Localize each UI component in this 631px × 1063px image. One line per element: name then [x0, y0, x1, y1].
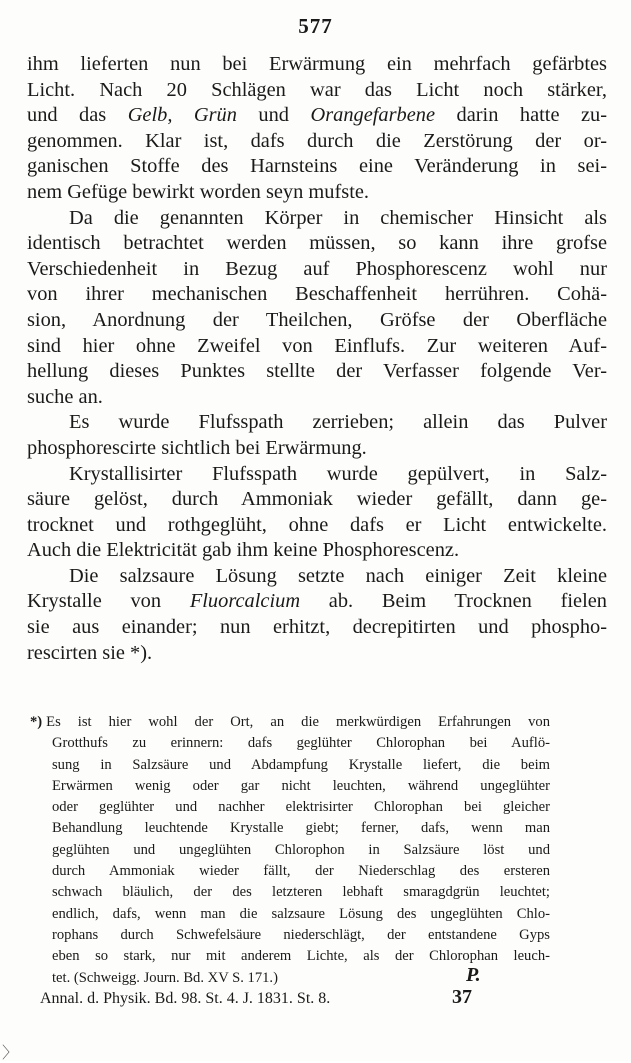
text-line: Verschiedenheit in Bezug auf Phosphorescenz wohl nur: [27, 257, 607, 280]
footnote-line: endlich, dafs, wenn man die salzsaure Lösung des ungeglühten Chlo-: [52, 905, 550, 922]
footnote-line: [30, 712, 550, 733]
text-line: Da die genannten Körper in chemischer Hinsicht als: [69, 206, 607, 229]
footnote-line: eben so stark, nur mit anderem Lichte, als der Chlorophan leuch-: [52, 948, 550, 965]
footnote-signature: P.: [466, 964, 481, 986]
text-line: sind hier ohne Zweifel von Einflufs. Zur weiteren Auf-: [27, 334, 607, 357]
footnote-line: geglühten und ungeglühten Chlorophon in Salzsäure löst und: [52, 841, 550, 858]
text-line: Die salzsaure Lösung setzte nach einiger Zeit kleine: [69, 564, 607, 587]
footnote-line: Behandlung leuchtende Krystalle giebt; ferner, dafs, wenn man: [52, 820, 550, 837]
footnote-marker: *): [30, 714, 43, 730]
body-text: [27, 52, 607, 666]
footnote-line: sung in Salzsäure und Abdampfung Krystalle liefert, die beim: [52, 756, 550, 773]
text-line: Auch die Elektricität gab ihm keine Phosphorescenz.: [27, 539, 460, 562]
italic-term: Orangefarbene: [310, 104, 436, 127]
footnote-text: Es ist hier wohl der Ort, an die merkwürdigen Erfahrungen von: [46, 714, 550, 730]
text-line: rescirten sie *).: [27, 641, 153, 664]
text-line: und das Gelb, Grün und Orangefarbene darin hatte zu-: [27, 104, 607, 127]
text-line: phosphorescirte sichtlich bei Erwärmung.: [27, 436, 367, 459]
text-line: genommen. Klar ist, dafs durch die Zerstörung der or-: [27, 129, 607, 152]
footnote: [30, 712, 550, 989]
text-line: Krystalle von Fluorcalcium ab. Beim Trocknen fielen: [27, 590, 607, 613]
italic-term: Gelb, Grün: [127, 104, 237, 127]
footnote-line: schwach bläulich, der des letzteren lebhaft smaragdgrün leuchtet;: [52, 884, 550, 901]
italic-term: Fluorcalcium: [189, 590, 301, 613]
text-line: trocknet und rothgeglüht, ohne dafs er Licht entwickelte.: [27, 513, 607, 536]
text-line: ganischen Stoffe des Harnsteins eine Veränderung in sei-: [27, 155, 607, 178]
footnote-line: oder geglühter und nachher elektrisirter Chlorophan bei gleicher: [52, 799, 550, 816]
text-line: hellung dieses Punktes stellte der Verfasser folgende Ver-: [27, 360, 607, 383]
journal-reference: Annal. d. Physik. Bd. 98. St. 4. J. 1831. St. 8.: [40, 990, 331, 1007]
footnote-line: Grotthufs zu erinnern: dafs geglühter Chlorophan bei Auflö-: [52, 735, 550, 752]
text-line: Es wurde Flufsspath zerrieben; allein das Pulver: [69, 411, 607, 434]
text-line: suche an.: [27, 385, 103, 408]
text-line: säure gelöst, durch Ammoniak wieder gefällt, dann ge-: [27, 488, 607, 511]
footnote-line: durch Ammoniak wieder fällt, der Niederschlag des ersteren: [52, 863, 550, 880]
page-number: 577: [298, 14, 333, 38]
text-line: Licht. Nach 20 Schlägen war das Licht noch stärker,: [27, 78, 607, 101]
sheet-number: 37: [452, 986, 472, 1008]
text-line: sion, Anordnung der Theilchen, Gröfse der Oberfläche: [27, 308, 607, 331]
text-line: sie aus einander; nun erhitzt, decrepitirten und phospho-: [27, 616, 607, 639]
text-line: nem Gefüge bewirkt worden seyn mufste.: [27, 180, 370, 203]
page-footer: [40, 986, 560, 1008]
footnote-line: Erwärmen wenig oder gar nicht leuchten, während ungeglühter: [52, 777, 550, 794]
text-line: von ihrer mechanischen Beschaffenheit herrühren. Cohä-: [27, 283, 607, 306]
footnote-line: rophans durch Schwefelsäure niederschlägt, der entstandene Gyps: [52, 926, 550, 943]
corner-mark: 〉: [2, 1043, 19, 1062]
text-line: ihm lieferten nun bei Erwärmung ein mehrfach gefärbtes: [27, 53, 607, 75]
text-line: Krystallisirter Flufsspath wurde gepülvert, in Salz-: [69, 462, 607, 485]
footnote-line: tet. (Schweigg. Journ. Bd. XV S. 171.): [52, 969, 278, 986]
text-line: identisch betrachtet werden müssen, so kann ihre grofse: [27, 232, 607, 255]
